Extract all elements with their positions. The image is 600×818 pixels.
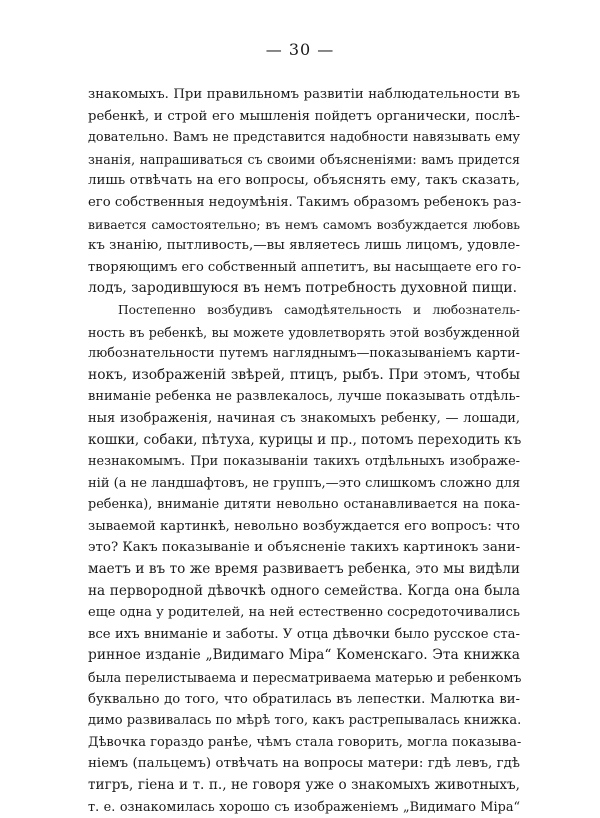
text-line: ніемъ (пальцемъ) отвѣчать на вопросы матери: гдѣ левъ, гдѣ <box>88 756 520 772</box>
text-line: ребенка), вниманіе дитяти невольно останавливается на пока- <box>88 497 520 513</box>
paragraph-2 <box>88 300 520 818</box>
text-line: Дѣвочка гораздо ранѣе, чѣмъ стала говорить, могла показыва- <box>88 734 522 750</box>
text-line: т. е. ознакомилась хорошо съ изображеніемъ „Видимаго Міра“ <box>88 799 520 815</box>
text-line: кошки, собаки, пѣтуха, курицы и пр., потомъ переходить къ <box>88 431 522 448</box>
text-line: тигръ, гіена и т. п., не говоря уже о знакомыхъ животныхъ, <box>88 777 520 793</box>
page-number: — 30 — <box>265 40 335 59</box>
text-line: знакомыхъ. При правильномъ развитіи наблюдательности въ <box>88 87 520 102</box>
text-line: ность въ ребенкѣ, вы можете удовлетворять этой возбужденной <box>88 324 520 340</box>
text-line: нокъ, изображеній звѣрей, птицъ, рыбъ. При этомъ, чтобы <box>88 366 520 383</box>
text-line: ныя изображенія, начиная съ знакомыхъ ребенку, — лошади, <box>88 410 520 426</box>
text-line: зываемой картинкѣ, невольно возбуждается его вопросъ: что <box>88 518 520 534</box>
text-line: ринное изданіе „Видимаго Міра“ Коменскаго. Эта книжка <box>88 647 520 664</box>
text-line: ребенкѣ, и строй его мышленія пойдетъ органически, послѣ- <box>88 108 520 124</box>
text-line: димо развивалась по мѣрѣ того, какъ растрепывалась книжка. <box>88 713 522 729</box>
text-line: лишь отвѣчать на его вопросы, объяснять ему, такъ сказать, <box>88 173 520 189</box>
text-line: незнакомымъ. При показываніи такихъ отдѣльныхъ изображе- <box>88 454 520 470</box>
text-line: Постепенно возбудивъ самодѣятельность и любознатель- <box>118 302 520 317</box>
paragraph-1 <box>88 84 520 300</box>
text-line: была перелистываема и пересматриваема матерью и ребенкомъ <box>88 670 522 686</box>
text-line: на первородной дѣвочкѣ одного семейства. Когда она была <box>88 582 520 599</box>
body-text <box>88 84 520 818</box>
text-line: вивается самостоятельно; въ немъ самомъ возбуждается любовь <box>88 216 520 232</box>
text-line: еще одна у родителей, на ней естественно сосредоточивались <box>88 605 520 621</box>
text-line: вниманіе ребенка не развлекалось, лучше показывать отдѣль- <box>88 389 520 405</box>
text-line: любознательности путемъ нагляднымъ—показываніемъ карти- <box>88 346 520 362</box>
text-line: все ихъ вниманіе и заботы. У отца дѣвочки было русское ста- <box>88 626 520 642</box>
text-line: знанія, напрашиваться съ своими объясненіями: вамъ придется <box>88 151 520 167</box>
text-line: это? Какъ показываніе и объясненіе такихъ картинокъ зани- <box>88 540 521 556</box>
text-line: творяющимъ его собственный аппетитъ, вы насыщаете его го- <box>88 259 522 275</box>
text-line: довательно. Вамъ не представится надобности навязывать ему <box>88 130 520 146</box>
text-line: маетъ и въ то же время развиваетъ ребенка, это мы видѣли <box>88 561 520 578</box>
text-line: буквально до того, что обратилась въ лепестки. Малютка ви- <box>88 691 520 707</box>
text-line: ній (а не ландшафтовъ, не группъ,—это слишкомъ сложно для <box>88 475 521 491</box>
text-line: къ знанію, пытливость,—вы являетесь лишь лицомъ, удовле- <box>88 238 520 254</box>
text-line: лодъ, зародившуюся въ немъ потребность духовной пищи. <box>88 280 517 297</box>
text-line: его собственныя недоумѣнія. Такимъ образомъ ребенокъ раз- <box>88 194 522 210</box>
